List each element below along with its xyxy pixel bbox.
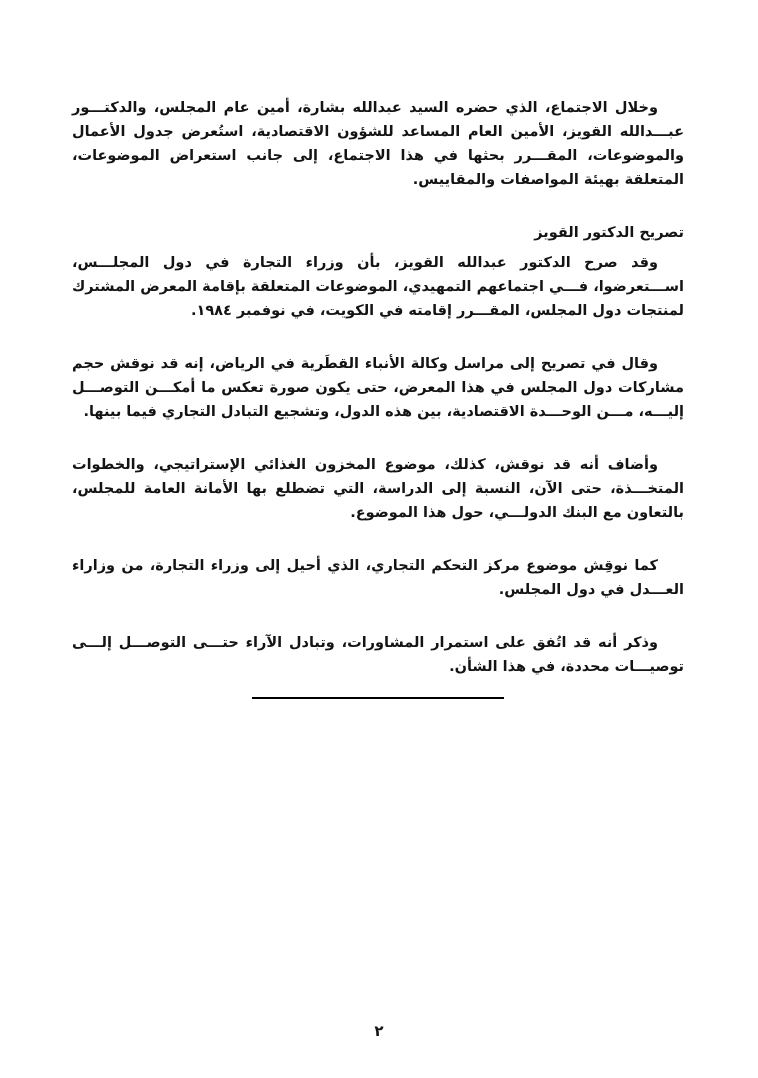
paragraph-2: وقد صرح الدكتور عبدالله القويز، بأن وزراء التجارة في دول المجلـــس، اســـتعرضوا، فـــي اجتماعهم التمهيدي، الموضوعات المتعلقة بإقامة المعرض المشترك لمنتجات دول المجلس، المقـــرر إقامته في الكويت، في نوفمبر ١٩٨٤. bbox=[72, 255, 684, 319]
paragraph-4: وأضاف أنه قد نوقش، كذلك، موضوع المخزون الغذائي الإستراتيجي، والخطوات المتخـــذة، حتى الآن، النسبة إلى الدراسة، التي تضطلع بها الأمانة العامة للمجلس، بالتعاون مع البنك الدولـــي، حول هذا الموضوع. bbox=[72, 457, 684, 521]
paragraph-1: وخلال الاجتماع، الذي حضره السيد عبدالله بشارة، أمين عام المجلس، والدكتـــور عبـــدالله القويز، الأمين العام المساعد للشؤون الاقتصادية، استُعرض جدول الأعمال والموضوعات، المقـــرر بحثها في هذا الاجتماع، إلى جانب استعراض الموضوعات، المتعلقة بهيئة المواصفات والمقاييس. bbox=[72, 100, 684, 188]
paragraph-5: كما نوقِش موضوع مركز التحكم التجاري، الذي أحيل إلى وزراء التجارة، من وزاراء العـــدل في دول المجلس. bbox=[72, 558, 684, 598]
text-block bbox=[72, 96, 684, 699]
section-heading: تصريح الدكتور القويز bbox=[534, 225, 684, 241]
paragraph-6: وذكر أنه قد اتُفق على استمرار المشاورات، وتبادل الآراء حتـــى التوصـــل إلـــى توصيـــات محددة، في هذا الشأن. bbox=[72, 635, 684, 675]
paragraph-3: وقال في تصريح إلى مراسل وكالة الأنباء القطَرية في الرياض، إنه قد نوقش حجم مشاركات دول المجلس في هذا المعرض، حتى يكون صورة تعكس ما أمكـــن التوصـــل إليـــه، مـــن الوحـــدة الاقتصادية، بين هذه الدول، وتشجيع التبادل التجاري فيما بينها. bbox=[72, 356, 684, 420]
divider-line bbox=[252, 697, 504, 699]
page-number: ٢ bbox=[374, 1022, 384, 1040]
